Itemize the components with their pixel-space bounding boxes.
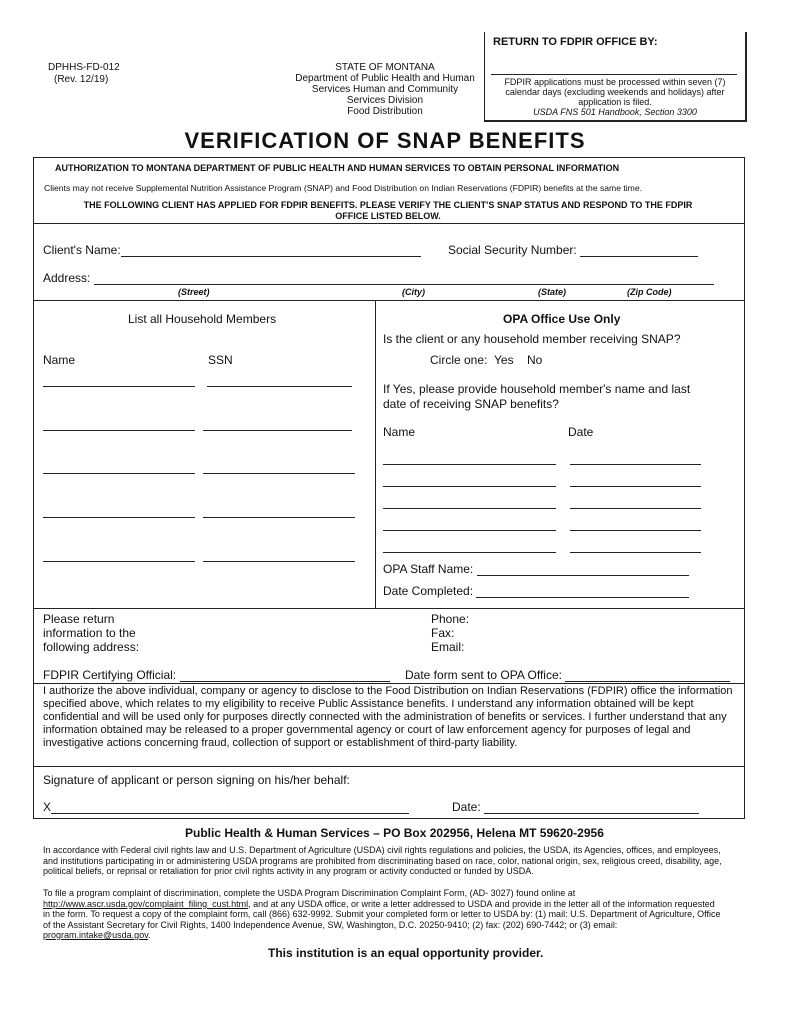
complaint-instructions	[43, 888, 723, 941]
agency-line: STATE OF MONTANA	[335, 62, 435, 73]
member-name-line[interactable]	[43, 430, 195, 431]
signature-x: X	[43, 800, 52, 814]
handbook-reference: USDA FNS 501 Handbook, Section 3300	[533, 107, 697, 117]
page-title: VERIFICATION OF SNAP BENEFITS	[184, 128, 586, 153]
period: .	[148, 930, 151, 940]
certifying-label: FDPIR Certifying Official:	[43, 668, 177, 682]
no-option[interactable]: No	[526, 353, 543, 367]
opa-date-line[interactable]	[570, 464, 701, 465]
return-by-box	[484, 32, 747, 122]
household-heading: List all Household Members	[128, 312, 277, 326]
date-sent-field[interactable]	[405, 668, 730, 682]
state-caption: (State)	[538, 287, 567, 297]
member-name-line[interactable]	[43, 517, 195, 518]
agency-line: Department of Public Health and Human	[295, 73, 475, 84]
auth-notice: Clients may not receive Supplemental Nutrition Assistance Program (SNAP) and Food Distribution on Indian Reservations (FDPIR) benefits at the same time.	[44, 183, 643, 193]
signature-date-label: Date:	[452, 800, 481, 814]
return-address-label	[43, 612, 139, 654]
return-label-line: Please return	[43, 612, 115, 626]
agency-block	[270, 62, 500, 117]
member-ssn-line[interactable]	[207, 386, 352, 387]
opa-date-line[interactable]	[570, 552, 701, 553]
opa-question: Is the client or any household member receiving SNAP?	[383, 332, 681, 346]
opa-name-line[interactable]	[383, 464, 556, 465]
note-line: FDPIR applications must be processed within seven (7)	[504, 77, 726, 87]
opa-name-line[interactable]	[383, 486, 556, 487]
opa-name-header: Name	[383, 425, 416, 439]
signature-field[interactable]	[43, 800, 409, 814]
date-completed-label: Date Completed:	[383, 584, 474, 598]
opa-heading: OPA Office Use Only	[503, 312, 621, 326]
street-caption: (Street)	[178, 287, 210, 297]
return-by-date-line[interactable]	[491, 74, 737, 75]
yes-option[interactable]: Yes	[494, 353, 514, 367]
if-yes-line: If Yes, please provide household member's name and last	[383, 382, 691, 396]
opa-date-line[interactable]	[570, 530, 701, 531]
complaint-link[interactable]: http://www.ascr.usda.gov/complaint_filing_cust.html	[43, 898, 249, 909]
address-label: Address:	[43, 271, 91, 285]
complaint-email-link[interactable]: program.intake@usda.gov	[43, 930, 149, 940]
opa-date-line[interactable]	[570, 508, 701, 509]
processing-note	[485, 77, 745, 117]
certifying-official-field[interactable]	[43, 668, 390, 682]
city-caption: (City)	[402, 287, 425, 297]
note-line: calendar days (excluding weekends and holidays) after	[505, 87, 725, 97]
return-by-label: RETURN TO FDPIR OFFICE BY:	[493, 36, 658, 48]
household-ssn-header: SSN	[208, 353, 233, 367]
auth-instruction	[33, 200, 743, 222]
return-label-line: following address:	[43, 640, 140, 654]
consent-statement: I authorize the above individual, company or agency to disclose to the Food Distribution on Indian Reservations (FDPIR) office the information specified above, which relates to my eligibility to receive Public Assistance benefits. I understand any information obtained will be kept confidential and will be used only for purposes directly connected with the administration of benefits or services. I further understand that any information obtained may be released to a proper governmental agency or court of law enforcement agency for purposes of legal and investigative actions concerning fraud, collection of support or establishment of third-party liability.	[43, 685, 733, 749]
agency-line: Services Human and Community	[311, 84, 459, 95]
footer-address: Public Health & Human Services – PO Box 202956, Helena MT 59620-2956	[185, 826, 604, 840]
ssn-label: Social Security Number:	[448, 243, 577, 257]
date-sent-label: Date form sent to OPA Office:	[405, 668, 562, 682]
member-ssn-line[interactable]	[203, 473, 355, 474]
instruction-line: OFFICE LISTED BELOW.	[335, 211, 441, 221]
member-ssn-line[interactable]	[203, 517, 355, 518]
opa-date-line[interactable]	[570, 486, 701, 487]
agency-line: Food Distribution	[347, 106, 423, 117]
opa-date-header: Date	[568, 425, 594, 439]
opa-staff-field[interactable]	[383, 562, 689, 576]
equal-opportunity-statement: This institution is an equal opportunity provider.	[268, 946, 544, 960]
client-name-label: Client's Name:	[43, 243, 121, 257]
phone-label: Phone:	[431, 612, 470, 626]
if-yes-instruction	[383, 382, 690, 412]
address-field[interactable]	[43, 271, 714, 285]
member-name-line[interactable]	[43, 473, 195, 474]
member-name-line[interactable]	[43, 386, 195, 387]
ssn-field[interactable]	[448, 243, 698, 257]
signature-date-field[interactable]	[452, 800, 699, 814]
opa-name-line[interactable]	[383, 508, 556, 509]
member-ssn-line[interactable]	[203, 561, 355, 562]
member-name-line[interactable]	[43, 561, 195, 562]
civil-rights-statement: In accordance with Federal civil rights law and U.S. Department of Agriculture (USDA) civil rights regulations and policies, the USDA, its Agencies, offices, and employees, and institutions participating in or administering USDA programs are prohibited from discriminating based on race, color, national origin, sex, religious creed, disability, age, political beliefs, or reprisal or retaliation for prior civil rights activity in any program or activity conducted or funded by USDA.	[43, 845, 722, 876]
opa-staff-label: OPA Staff Name:	[383, 562, 474, 576]
email-label: Email:	[431, 640, 465, 654]
complaint-text: To file a program complaint of discrimination, complete the USDA Program Discrimination Complaint Form, (AD- 3027) found online at	[43, 888, 576, 898]
auth-heading: AUTHORIZATION TO MONTANA DEPARTMENT OF PUBLIC HEALTH AND HUMAN SERVICES TO OBTAIN PERSONAL INFORMATION	[55, 163, 620, 173]
form-id: DPHHS-FD-012	[48, 62, 120, 73]
date-completed-field[interactable]	[383, 584, 689, 598]
fax-label: Fax:	[431, 626, 455, 640]
circle-label: Circle one:	[430, 353, 488, 367]
note-line: application is filed.	[578, 97, 652, 107]
opa-name-line[interactable]	[383, 552, 556, 553]
return-label-line: information to the	[43, 626, 136, 640]
signature-label: Signature of applicant or person signing on his/her behalf:	[43, 773, 350, 787]
contact-labels	[431, 612, 469, 654]
zip-caption: (Zip Code)	[627, 287, 672, 297]
agency-line: Services Division	[346, 95, 424, 106]
household-name-header: Name	[43, 353, 76, 367]
instruction-line: THE FOLLOWING CLIENT HAS APPLIED FOR FDPIR BENEFITS. PLEASE VERIFY THE CLIENT'S SNAP STATUS AND RESPOND TO THE FDPIR	[83, 200, 693, 210]
circle-one	[430, 353, 542, 367]
client-name-field[interactable]	[43, 243, 421, 257]
form-revision: (Rev. 12/19)	[54, 74, 109, 85]
member-ssn-line[interactable]	[203, 430, 352, 431]
complaint-text: , and at any USDA office, or write a letter addressed to USDA and provide in the letter all of the information requested in the form. To request a copy of the complaint form, call (866) 632-9992. Submit your completed form or letter to USDA by: (1) mail: U.S. Department of Agriculture, Office of the Assistant Secretary for Civil Rights, 1400 Independence Avenue, SW, Washington, D.C. 20250-9410; (2) fax: (202) 690-7442; or (3) email:	[43, 898, 721, 930]
if-yes-line: date of receiving SNAP benefits?	[383, 397, 559, 411]
opa-name-line[interactable]	[383, 530, 556, 531]
